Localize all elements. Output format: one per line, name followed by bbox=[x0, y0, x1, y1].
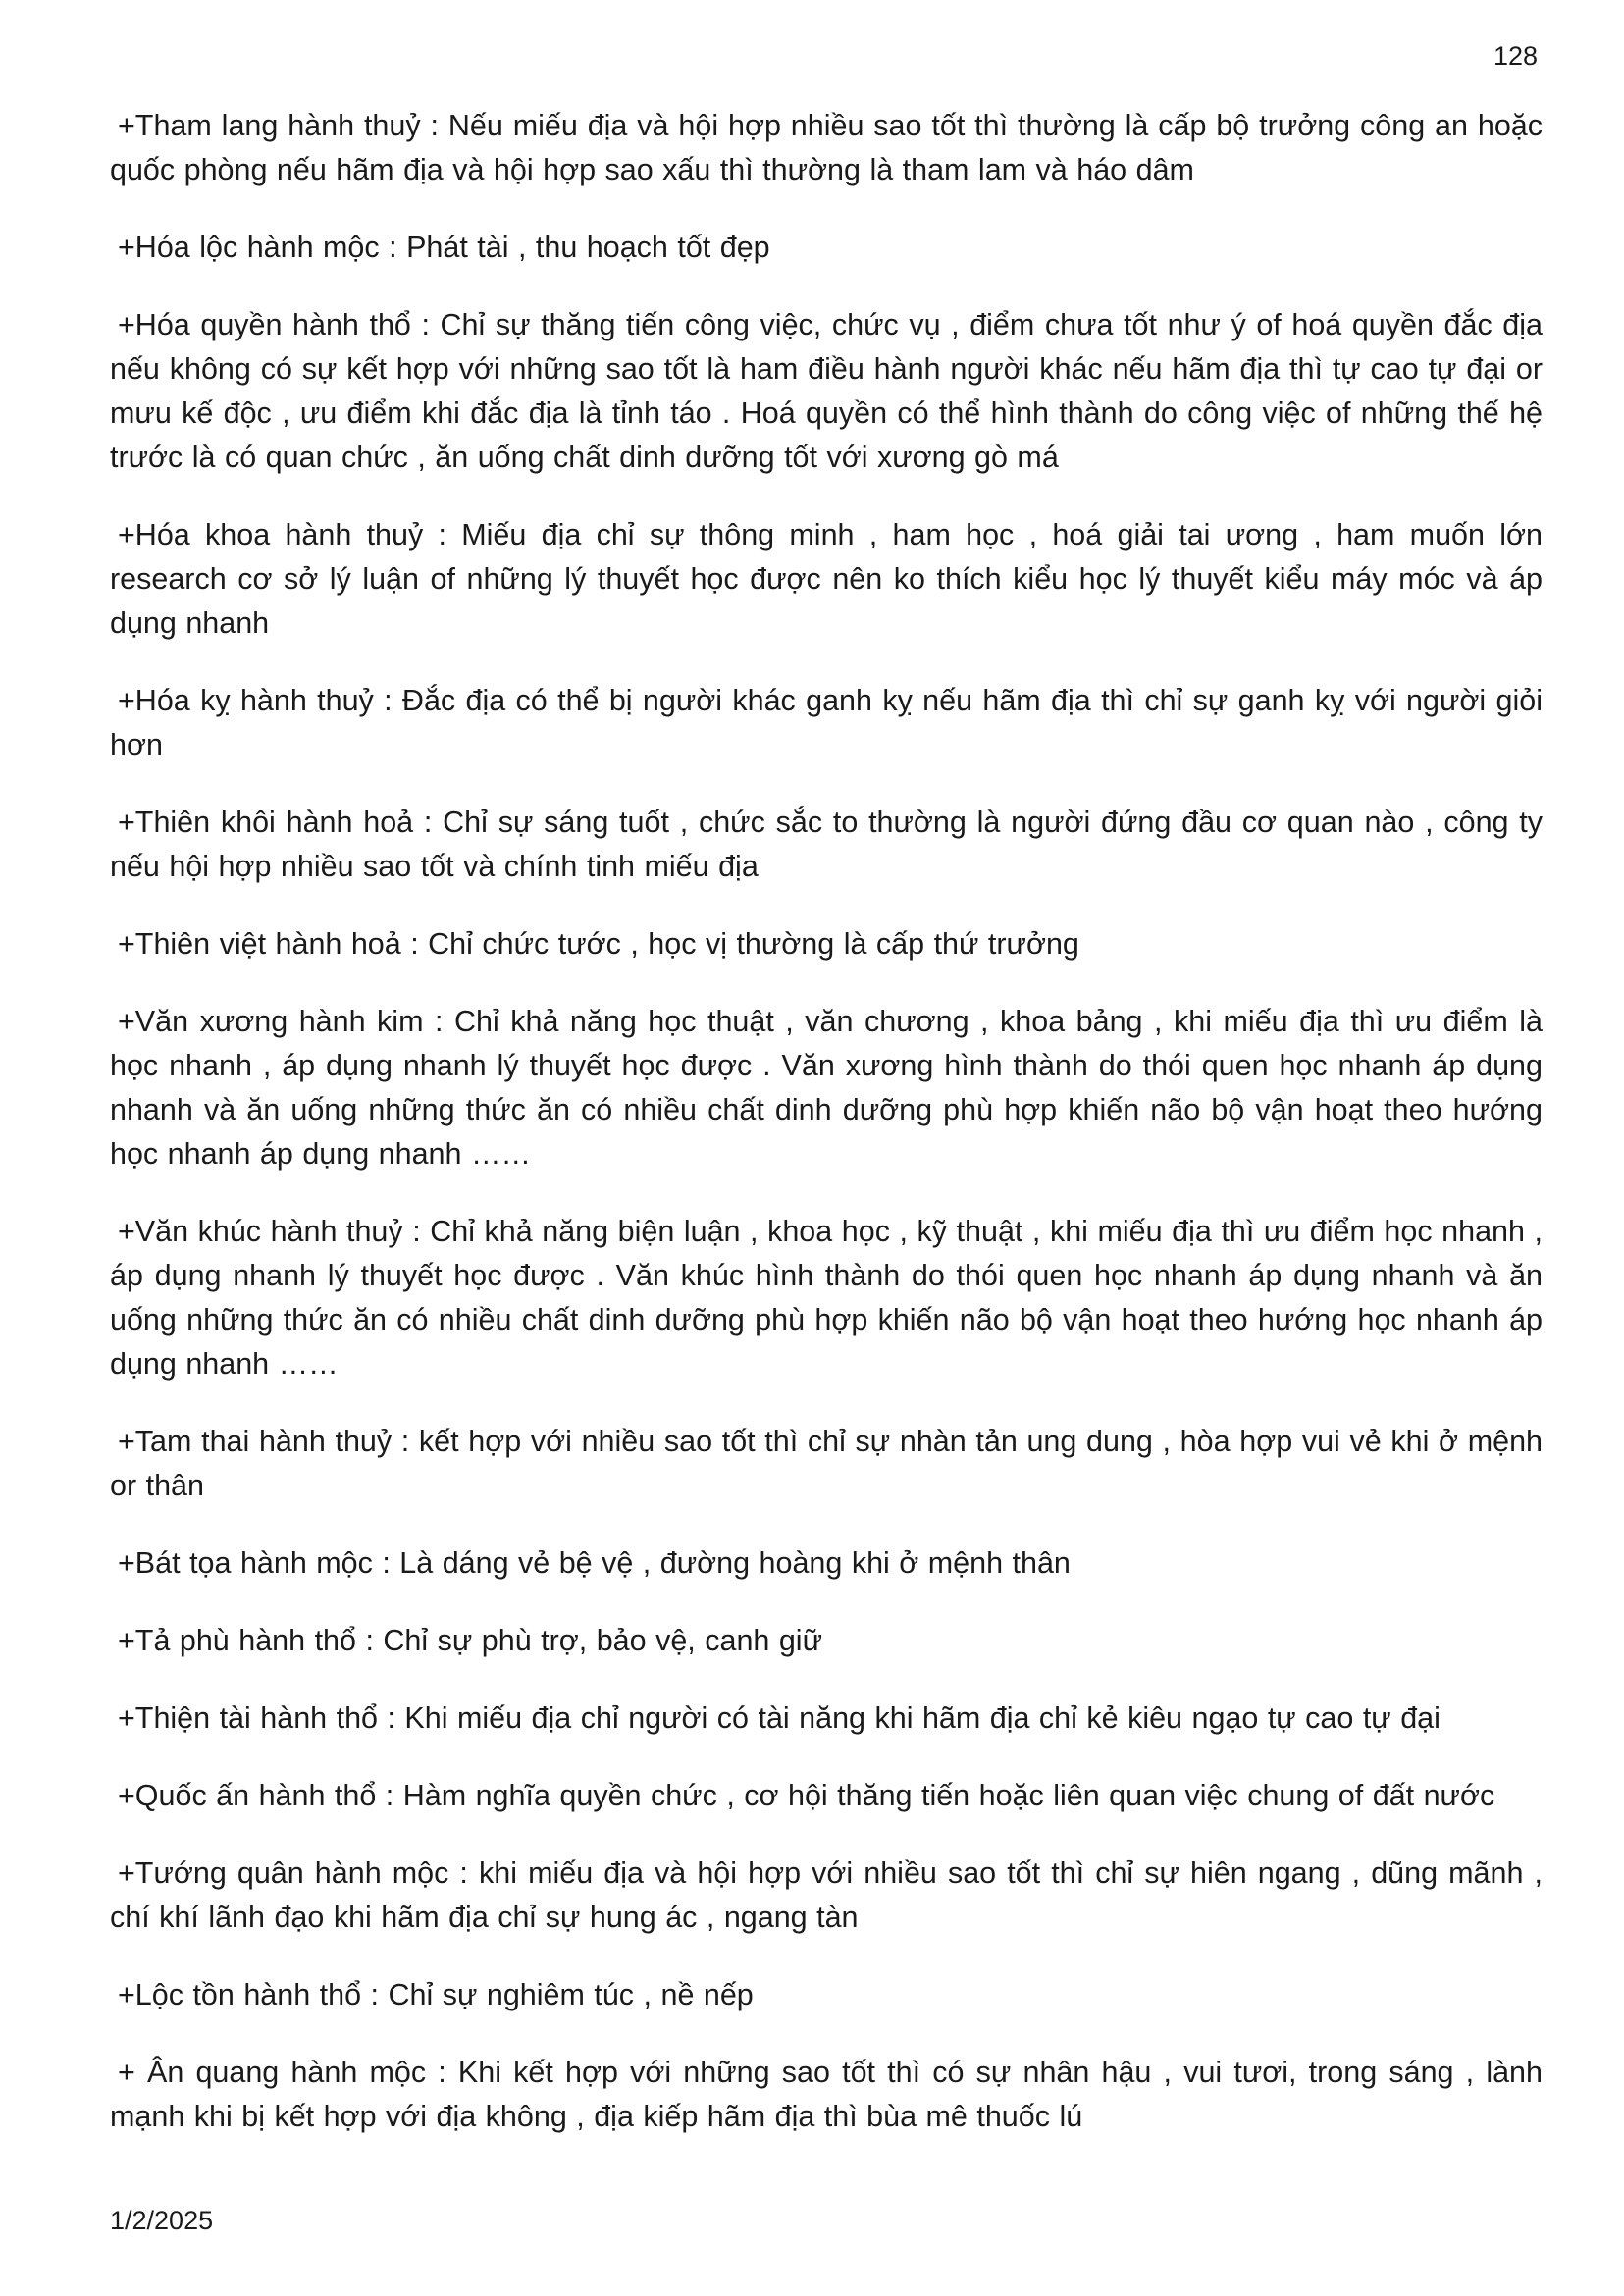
paragraph-text: + Ân quang hành mộc : Khi kết hợp với những sao tốt thì có sự nhân hậu , vui tươi, trong sáng , lành mạnh khi bị kết hợp với địa không , địa kiếp hãm địa thì bùa mê thuốc lú bbox=[110, 2056, 1543, 2133]
paragraph-van-khuc bbox=[110, 1210, 1543, 1386]
paragraph-ta-phu bbox=[110, 1619, 1543, 1663]
footer-date: 1/2/2025 bbox=[110, 2206, 214, 2235]
paragraph-text: +Văn khúc hành thuỷ : Chỉ khả năng biện luận , khoa học , kỹ thuật , khi miếu địa thì ưu điểm học nhanh , áp dụng nhanh lý thuyết học được . Văn khúc hình thành do thói quen học nhanh áp dụng nhanh và ăn uống những thức ăn có nhiều chất dinh dưỡng phù hợp khiến não bộ vận hoạt theo hướng học nhanh áp dụng nhanh …… bbox=[110, 1215, 1543, 1381]
paragraph-thien-khoi bbox=[110, 801, 1543, 889]
paragraph-text: +Tả phù hành thổ : Chỉ sự phù trợ, bảo vệ, canh giữ bbox=[118, 1624, 822, 1657]
paragraph-tham-lang bbox=[110, 104, 1543, 192]
paragraph-text: +Hóa lộc hành mộc : Phát tài , thu hoạch tốt đẹp bbox=[118, 231, 770, 264]
paragraph-quoc-an bbox=[110, 1774, 1543, 1818]
paragraph-thien-tai bbox=[110, 1696, 1543, 1741]
paragraph-text: +Tham lang hành thuỷ : Nếu miếu địa và hội hợp nhiều sao tốt thì thường là cấp bộ trưởng công an hoặc quốc phòng nếu hãm địa và hội hợp sao xấu thì thường là tham lam và háo dâm bbox=[110, 109, 1543, 186]
paragraph-hoa-ky bbox=[110, 679, 1543, 767]
paragraph-hoa-loc bbox=[110, 226, 1543, 270]
paragraph-thien-viet bbox=[110, 922, 1543, 966]
page-number: 128 bbox=[1493, 41, 1538, 71]
document-body bbox=[110, 104, 1543, 2172]
paragraph-text: +Hóa kỵ hành thuỷ : Đắc địa có thể bị người khác ganh kỵ nếu hãm địa thì chỉ sự ganh kỵ với người giỏi hơn bbox=[110, 684, 1543, 761]
paragraph-text: +Bát tọa hành mộc : Là dáng vẻ bệ vệ , đường hoàng khi ở mệnh thân bbox=[118, 1546, 1071, 1580]
paragraph-text: +Hóa quyền hành thổ : Chỉ sự thăng tiến công việc, chức vụ , điểm chưa tốt như ý of hoá quyền đắc địa nếu không có sự kết hợp với những sao tốt là ham điều hành người khác nếu hãm địa thì tự cao tự đại or mưu kế độc , ưu điểm khi đắc địa là tỉnh táo . Hoá quyền có thể hình thành do công việc of những thế hệ trước là có quan chức , ăn uống chất dinh dưỡng tốt với xương gò má bbox=[110, 308, 1543, 474]
paragraph-text: +Tam thai hành thuỷ : kết hợp với nhiều sao tốt thì chỉ sự nhàn tản ung dung , hòa hợp vui vẻ khi ở mệnh or thân bbox=[110, 1425, 1543, 1502]
paragraph-text: +Tướng quân hành mộc : khi miếu địa và hội hợp với nhiều sao tốt thì chỉ sự hiên ngang , dũng mãnh , chí khí lãnh đạo khi hãm địa chỉ sự hung ác , ngang tàn bbox=[110, 1856, 1543, 1934]
paragraph-an-quang bbox=[110, 2051, 1543, 2139]
paragraph-hoa-khoa bbox=[110, 513, 1543, 646]
paragraph-text: +Lộc tồn hành thổ : Chỉ sự nghiêm túc , nề nếp bbox=[118, 1978, 754, 2011]
paragraph-loc-ton bbox=[110, 1973, 1543, 2017]
paragraph-van-xuong bbox=[110, 1000, 1543, 1176]
paragraph-text: +Thiên việt hành hoả : Chỉ chức tước , học vị thường là cấp thứ trưởng bbox=[118, 927, 1079, 961]
paragraph-text: +Hóa khoa hành thuỷ : Miếu địa chỉ sự thông minh , ham học , hoá giải tai ương , ham muốn lớn research cơ sở lý luận of những lý thuyết học được nên ko thích kiểu học lý thuyết kiểu máy móc và áp dụng nhanh bbox=[110, 518, 1543, 640]
paragraph-tuong-quan bbox=[110, 1852, 1543, 1940]
paragraph-text: +Quốc ấn hành thổ : Hàm nghĩa quyền chức , cơ hội thăng tiến hoặc liên quan việc chung of đất nước bbox=[118, 1779, 1495, 1812]
paragraph-bat-toa bbox=[110, 1541, 1543, 1586]
paragraph-text: +Thiện tài hành thổ : Khi miếu địa chỉ người có tài năng khi hãm địa chỉ kẻ kiêu ngạo tự cao tự đại bbox=[118, 1701, 1441, 1735]
paragraph-text: +Thiên khôi hành hoả : Chỉ sự sáng tuốt , chức sắc to thường là người đứng đầu cơ quan nào , công ty nếu hội hợp nhiều sao tốt và chính tinh miếu địa bbox=[110, 806, 1543, 883]
paragraph-tam-thai bbox=[110, 1420, 1543, 1508]
paragraph-text: +Văn xương hành kim : Chỉ khả năng học thuật , văn chương , khoa bảng , khi miếu địa thì ưu điểm là học nhanh , áp dụng nhanh lý thuyết học được . Văn xương hình thành do thói quen học nhanh áp dụng nhanh và ăn uống những thức ăn có nhiều chất dinh dưỡng phù hợp khiến não bộ vận hoạt theo hướng học nhanh áp dụng nhanh …… bbox=[110, 1005, 1543, 1171]
paragraph-hoa-quyen bbox=[110, 303, 1543, 480]
